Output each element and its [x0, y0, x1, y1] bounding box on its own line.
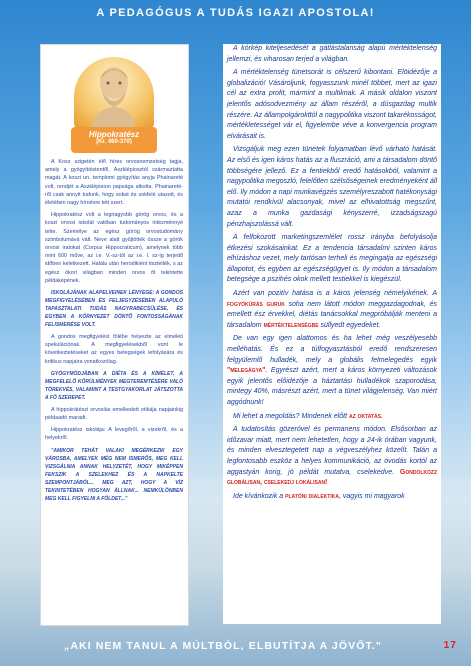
article-paragraph: A kórkép kiteljesedését a gátlástalanság alapú mértéktelenség jellemzi, és viharosan terjed a világban. [227, 45, 437, 63]
text-run: Azért van pozitív hatása is a káros jelenség némelyikének. A [233, 290, 437, 298]
main-article-text [227, 44, 437, 505]
text-run: süllyedt egyedeket. [318, 321, 381, 329]
text-run: A tudatosítás gözeróvel és permanens módon. Elsősorban az időzavar miatt, mert nem lehetetlen, hogy a 24-ik órában vagyunk, és minden elvesztegetett nap a végveszélyhez közelít. Talán a legfontosabb eszköz a helyes kommunikáció, az óvodás kortól az aggastyán korig, jó példát mutatva, cselekedve. [227, 426, 437, 476]
page-footer [0, 633, 471, 659]
main-article-box [223, 44, 441, 624]
highlight-red: "melegágya" [227, 367, 266, 375]
sidebar-text [45, 158, 183, 507]
text-run: soha nem látott módon meggazdagodnak, és emellett ész érvekkel, diétás tanácsokkal megpróbálják menteni a társadalom [227, 300, 437, 329]
highlight-red: fogyókúrás guruk [227, 300, 285, 308]
text-run: , vagyis mi magyarok [338, 492, 405, 500]
text-run: De van egy igen alattomos és ha lehet még veszélyesebb melléhatás. És ez a túlfogyasztásból eredő rendszeresen felgyülemlő hulladék, mely a globális felmelegedés egyik [227, 335, 437, 364]
article-paragraph: A mértéktelenség tünetsorát is célszerű kibontani. Elöidézője a globalizáció! Vásároljunk, fogyasszunk minél többet, mert az igazi cél az extra profit, mármint a multiknak. A másik oldalon viszont jelentős adósodvezmény az állam részéről, a dúsgazdag multik részére. Az állampolgárokttól a nagypolitika viszont takarékosságot, mértékletességet vár el, figyelembe véve a konvergencia program elvárásait is. [227, 69, 437, 140]
article-paragraph: Vizsgáljuk meg ezen tünetek folyamatban lévő várható hatását. Az első és igen káros hatás az a fluszráció, ami a társadalom döntő többségére jellező. Ez a fentiekből eredő hatásokból, valamint a nagypolitika megoszló, felelőtlen szélsőségeinek eredményeként áll elő. Ily módon a napi munkavégzés személyreszabott hatékonysági mutatói rendkívül alacsonyak, mivel az elhivatottság megszűnt, azaz a munka gazdasági kényszerré, izzadságszagú pénzhajszolássá vált. [227, 146, 437, 228]
highlight-red: az oktatás [348, 412, 382, 420]
sidebar-paragraph: A hippokrátészi orvoslás emelkedett etikája napjainkig példaadó maradt. [45, 406, 183, 422]
article-paragraph [227, 334, 437, 408]
text-run: . [381, 412, 383, 420]
sidebar-paragraph: Hippokratész iskolája: A levegőről, a vizekről, és a helyekről. [45, 427, 183, 442]
sidebar-paragraph: Hippokratész volt a legnagyobb görög orvos, és a koszi orvosi iskolát valóban tudományos intézménnyé tette. Személye az egész görög orvostudomány szimbolumává vált. Neve alatt gyűjtötték össze a görök orvosi iratokat (Corpus Hippocraticum), amelynek több mint 600 műve, az i.e. V.-sz-tól az i.e. I. sz-ig terjedő időben keletkezett. Halála után herodikiént tisztelték, s az egész ókori világban minden orvos őt tekintette példaképének. [45, 212, 183, 284]
plaque-years: (Kr. 460-370) [96, 139, 132, 145]
sidebar-box [40, 44, 189, 626]
sidebar-paragraph: A gondos megfigyelést fölébe helyezte az elméleti spekulációnak. A megfigyelésekből vont le következtetéseket az egyes betegségek lefolyására és kritikus napjaira vonatkozólag. [45, 334, 183, 365]
article-paragraph [227, 289, 437, 331]
article-paragraph [227, 492, 437, 503]
article-paragraph [227, 425, 437, 489]
text-run: . Egyrészt azért, mert a káros környezeti változások egyik jelentős előidézője a háztartási hulladékok szaporodása, mintegy 40%, másrészt azért, mert a tünet világjelenség. Van miért aggódnunk! [227, 367, 437, 406]
plaque-name: Hippokratész [88, 130, 140, 139]
sidebar-quote: "AMIKOR TEHÁT VALAKI MEGÉRKEZIK EGY VÁROSBA, AMELYEK MÉG NEM ISMERŐS, MEG KELL VIZSGÁLNIA ANNAK HELYZETÉT, HOGY MIKÉPPEN FEKSZIK A SZELEKHEZ ÉS A NAPKELTE SZEMPONTJÁBÓL... MEG AZT, HOGY A VÍZ TEKINTETÉBEN HOGYAN ÁLLNAK... NEMKÜLÖNBEN MEG KELL FIGYELNI A FÖLDET..." [45, 447, 183, 502]
sidebar-paragraph: A Kosz szigetén élő híres orvosnemzetség tagja, amely a gyógyítóistentől, Aszklépiosztól származtatta magát. A koszi un. templomi gyógyítás anyja Phainareté volt, rendjét a Aszklépieion papsága alkotta. Phainareté-ről csak annyit tudunk, hogy sokat és sokfelé utazott, és életében nagy hírnévre tett szert. [45, 159, 183, 207]
footer-quote: „AKI NEM TANUL A MÚLTBÓL, ELBUTÍTJA A JÖVŐT." [64, 640, 382, 652]
text-run: Mi lehet a megoldás? Mindenek előtt [233, 412, 349, 420]
highlight-red: platóni dialektika [285, 492, 339, 500]
sidebar-emphasis: ISKOLÁJÁNAK ALAPELVEINEK LÉNYEGE: A GONDOS MEGFIGYELÉSÉBEN ÉS FELJEGYZÉSÉBEN ALAPULÓ TAPASZTALATI TUDÁS NAGYRABECSÜLÉSE, ÉS EGYBEN A KÖRNYEZET DÖNTŐ FONTOSSÁGÁNAK FELISMERÉSE VOLT. [45, 290, 183, 329]
highlight-red: mértéktelenségbe [263, 321, 319, 329]
article-paragraph [227, 412, 437, 423]
article-paragraph: A felfokozott marketingszemlélet rossz irányba befolyásolja étkezési szokásainkat. Ez a tendencia társadalmi szinten káros elhízáshoz vezet, mely tartósan terheli és megingatja az egészségi állapotot, és egyben az egészségügyet is. Ily módon a társadalom betegsége a pszihés okok mellett testiekkel is kiegészül. [227, 234, 437, 284]
page-number: 17 [443, 640, 457, 651]
page-header-title: A PEDAGÓGUS A TUDÁS IGAZI APOSTOLA! [96, 7, 375, 19]
sidebar-emphasis: GYÓGYMÓDJÁBAN A DIÉTA ÉS A KÍMÉLET, A MEGFELELŐ KÖRÜLMÉNYEK MEGTEREMTÉSÉRE VALÓ TÖREKVÉS, VALAMINT A TESTGYAKORLAT JÁTSZOTTA A FŐ SZEREPET. [45, 370, 183, 401]
hippocrates-bust-image [74, 57, 154, 129]
text-run: Ide kívánkozik a [233, 492, 286, 500]
highlight-red: Gondolkozz globálisan, cselekedj lokálisan! [227, 468, 437, 487]
name-plaque [71, 127, 157, 153]
